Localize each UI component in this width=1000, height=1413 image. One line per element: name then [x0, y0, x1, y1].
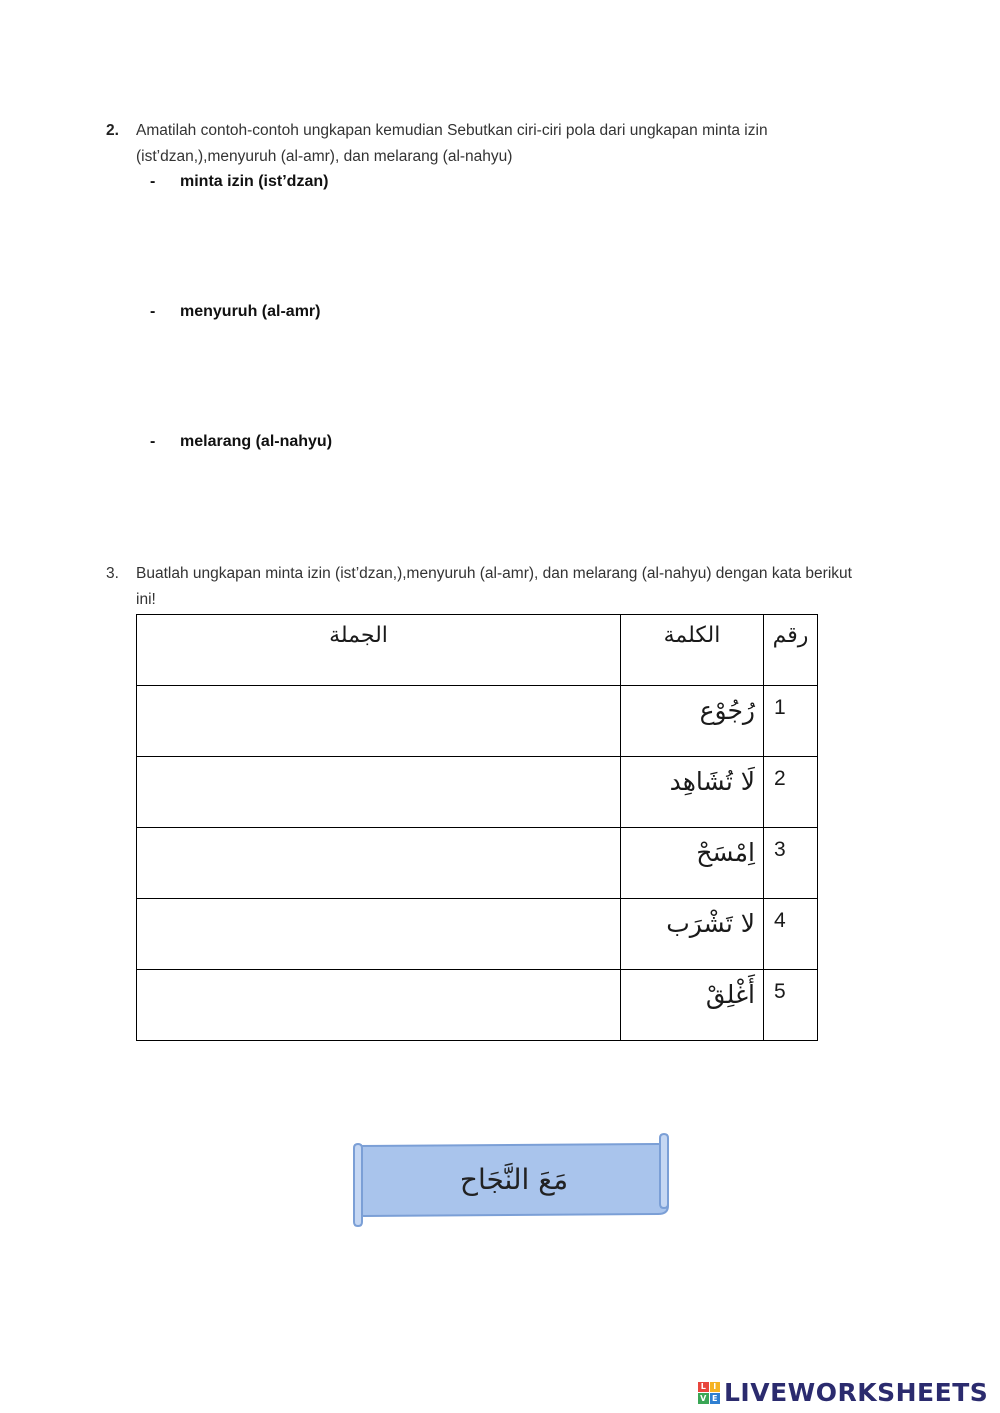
- bullet-dash: -: [150, 173, 156, 190]
- table-header-row: [137, 615, 818, 686]
- row-word: رُجُوْع: [699, 696, 755, 725]
- row-number-cell: [764, 757, 818, 828]
- row-word: لا تَشْرَب: [666, 909, 755, 938]
- logo-grid-cell: I: [710, 1382, 721, 1393]
- header-number: رقم: [772, 623, 809, 648]
- question-2-number: 2.: [106, 122, 119, 139]
- logo-grid-cell: E: [710, 1393, 721, 1404]
- question-2-text: Amatilah contoh-contoh ungkapan kemudian Sebutkan ciri-ciri pola dari ungkapan minta izin (ist’dzan,),menyuruh (al-amr), dan melarang (al-nahyu): [136, 122, 768, 165]
- bullet-dash: -: [150, 433, 156, 450]
- row-number: 5: [774, 980, 786, 1003]
- sentence-answer-cell[interactable]: [137, 686, 621, 757]
- header-number-cell: [764, 615, 818, 686]
- row-word: اِمْسَحْ: [696, 838, 755, 867]
- row-word-cell: [621, 686, 764, 757]
- banner-text: مَعَ النَّجَاح: [459, 1162, 569, 1196]
- row-word-cell: [621, 757, 764, 828]
- bullet-label: menyuruh (al-amr): [180, 303, 321, 320]
- liveworksheets-logo: [698, 1378, 988, 1407]
- row-word-cell: [621, 970, 764, 1041]
- table-row: [137, 828, 818, 899]
- sentence-answer-cell[interactable]: [137, 828, 621, 899]
- bullet-menyuruh: [150, 303, 320, 321]
- bullet-melarang: [150, 433, 332, 451]
- row-number-cell: [764, 899, 818, 970]
- header-word: الكلمة: [663, 623, 721, 648]
- table-row: [137, 970, 818, 1041]
- bullet-label: melarang (al-nahyu): [180, 433, 333, 450]
- header-sentence-cell: [137, 615, 621, 686]
- row-word-cell: [621, 899, 764, 970]
- bullet-dash: -: [150, 303, 156, 320]
- sentence-answer-cell[interactable]: [137, 970, 621, 1041]
- word-table: [136, 614, 818, 1041]
- bullet-minta-izin: [150, 173, 328, 191]
- logo-text: LIVEWORKSHEETS: [724, 1378, 989, 1407]
- row-word-cell: [621, 828, 764, 899]
- row-word: لَا تُشَاهِد: [669, 767, 755, 796]
- row-number-cell: [764, 970, 818, 1041]
- logo-grid-icon: [698, 1382, 720, 1404]
- table-row: [137, 757, 818, 828]
- row-word: أَغْلِقْ: [705, 980, 755, 1009]
- sentence-answer-cell[interactable]: [137, 757, 621, 828]
- question-3-text: Buatlah ungkapan minta izin (ist’dzan,),menyuruh (al-amr), dan melarang (al-nahyu) dengan kata berikut ini!: [136, 565, 852, 608]
- header-word-cell: [621, 615, 764, 686]
- header-sentence: الجملة: [329, 623, 388, 648]
- table-row: [137, 899, 818, 970]
- logo-grid-cell: V: [698, 1393, 709, 1404]
- row-number: 3: [774, 838, 786, 861]
- row-number-cell: [764, 828, 818, 899]
- table-row: [137, 686, 818, 757]
- row-number: 4: [774, 909, 786, 932]
- question-3: [106, 561, 866, 613]
- row-number-cell: [764, 686, 818, 757]
- question-3-number: 3.: [106, 565, 119, 582]
- bullet-label: minta izin (ist’dzan): [180, 173, 329, 190]
- row-number: 2: [774, 767, 786, 790]
- row-number: 1: [774, 696, 786, 719]
- sentence-answer-cell[interactable]: [137, 899, 621, 970]
- question-2: [106, 118, 866, 170]
- logo-grid-cell: L: [698, 1382, 709, 1393]
